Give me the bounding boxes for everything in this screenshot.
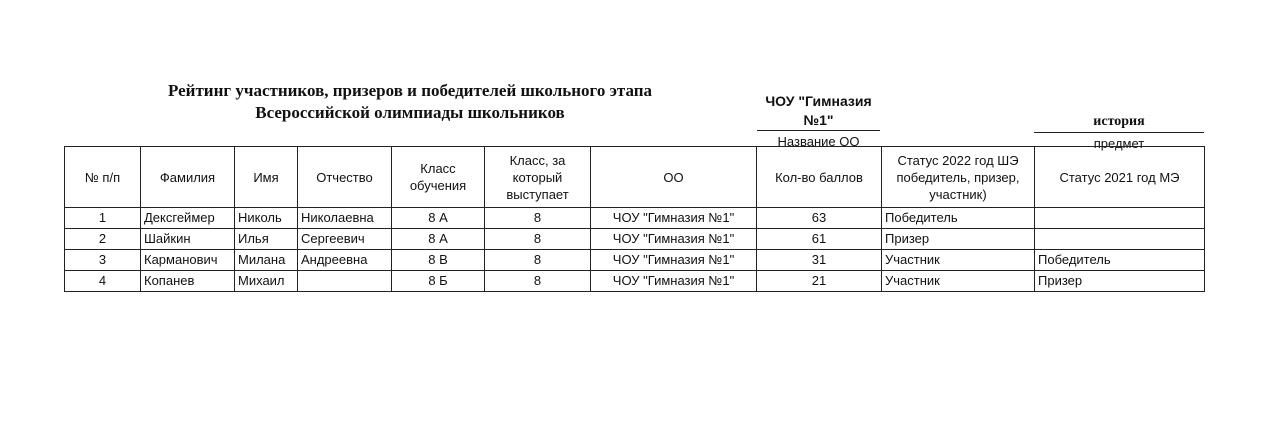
- cell-status-2022: Призер: [882, 229, 1035, 250]
- rating-table: [64, 146, 1205, 292]
- cell-score: 63: [757, 208, 882, 229]
- header-perf-line-2: который: [512, 169, 563, 185]
- cell-oo: ЧОУ "Гимназия №1": [591, 229, 757, 250]
- cell-patronymic: Андреевна: [298, 250, 392, 271]
- subject-underline: [1034, 132, 1204, 133]
- header-perf-line-1: Класс, за: [509, 152, 566, 168]
- cell-first-name: Николь: [235, 208, 298, 229]
- cell-class: 8 В: [392, 250, 485, 271]
- org-name: [757, 92, 880, 130]
- cell-num: 3: [65, 250, 141, 271]
- cell-class: 8 Б: [392, 271, 485, 292]
- header-class: [392, 147, 485, 208]
- header-st22-line-3: участник): [929, 186, 987, 202]
- cell-last-name: Шайкин: [141, 229, 235, 250]
- org-name-line-2: №1": [803, 112, 834, 128]
- header-oo: ОО: [591, 147, 757, 208]
- cell-perf-class: 8: [485, 271, 591, 292]
- cell-score: 61: [757, 229, 882, 250]
- cell-perf-class: 8: [485, 229, 591, 250]
- cell-first-name: Михаил: [235, 271, 298, 292]
- cell-num: 2: [65, 229, 141, 250]
- header-class-line-2: обучения: [409, 178, 467, 193]
- header-status-2022: [882, 147, 1035, 208]
- cell-status-2022: Участник: [882, 250, 1035, 271]
- cell-num: 4: [65, 271, 141, 292]
- cell-oo: ЧОУ "Гимназия №1": [591, 271, 757, 292]
- cell-patronymic: [298, 271, 392, 292]
- header-num: № п/п: [65, 147, 141, 208]
- cell-last-name: Дексгеймер: [141, 208, 235, 229]
- cell-oo: ЧОУ "Гимназия №1": [591, 250, 757, 271]
- cell-last-name: Карманович: [141, 250, 235, 271]
- header-last-name: Фамилия: [141, 147, 235, 208]
- header-first-name: Имя: [235, 147, 298, 208]
- cell-score: 21: [757, 271, 882, 292]
- cell-class: 8 А: [392, 208, 485, 229]
- cell-first-name: Милана: [235, 250, 298, 271]
- title-line-1: Рейтинг участников, призеров и победителей школьного этапа: [167, 81, 653, 100]
- header-class-line-1: Класс: [420, 161, 456, 176]
- table-row: [65, 229, 1205, 250]
- cell-num: 1: [65, 208, 141, 229]
- cell-perf-class: 8: [485, 208, 591, 229]
- cell-status-2021: Победитель: [1035, 250, 1205, 271]
- cell-patronymic: Сергеевич: [298, 229, 392, 250]
- cell-perf-class: 8: [485, 250, 591, 271]
- header-score: Кол-во баллов: [757, 147, 882, 208]
- cell-status-2022: Победитель: [882, 208, 1035, 229]
- header-st22-line-1: Статус 2022 год ШЭ: [897, 152, 1019, 168]
- cell-last-name: Копанев: [141, 271, 235, 292]
- table-row: [65, 250, 1205, 271]
- document-title: [100, 80, 720, 124]
- header-st22-line-2: победитель, призер,: [896, 169, 1020, 185]
- header-perf-class: [485, 147, 591, 208]
- cell-status-2021: [1035, 229, 1205, 250]
- cell-patronymic: Николаевна: [298, 208, 392, 229]
- cell-status-2022: Участник: [882, 271, 1035, 292]
- header-perf-line-3: выступает: [506, 186, 569, 202]
- table-row: [65, 208, 1205, 229]
- cell-score: 31: [757, 250, 882, 271]
- table-row: [65, 271, 1205, 292]
- header-row: [65, 147, 1205, 208]
- subject-name: история: [1093, 114, 1145, 129]
- cell-status-2021: Призер: [1035, 271, 1205, 292]
- title-line-2: Всероссийской олимпиады школьников: [255, 103, 565, 122]
- cell-first-name: Илья: [235, 229, 298, 250]
- org-name-line-1: ЧОУ "Гимназия: [765, 93, 872, 109]
- header-status-2021: Статус 2021 год МЭ: [1035, 147, 1205, 208]
- org-caption: Название ОО: [777, 134, 860, 149]
- org-underline: [757, 130, 880, 131]
- subject-caption: предмет: [1093, 136, 1145, 151]
- cell-status-2021: [1035, 208, 1205, 229]
- header-patronymic: Отчество: [298, 147, 392, 208]
- cell-oo: ЧОУ "Гимназия №1": [591, 208, 757, 229]
- cell-class: 8 А: [392, 229, 485, 250]
